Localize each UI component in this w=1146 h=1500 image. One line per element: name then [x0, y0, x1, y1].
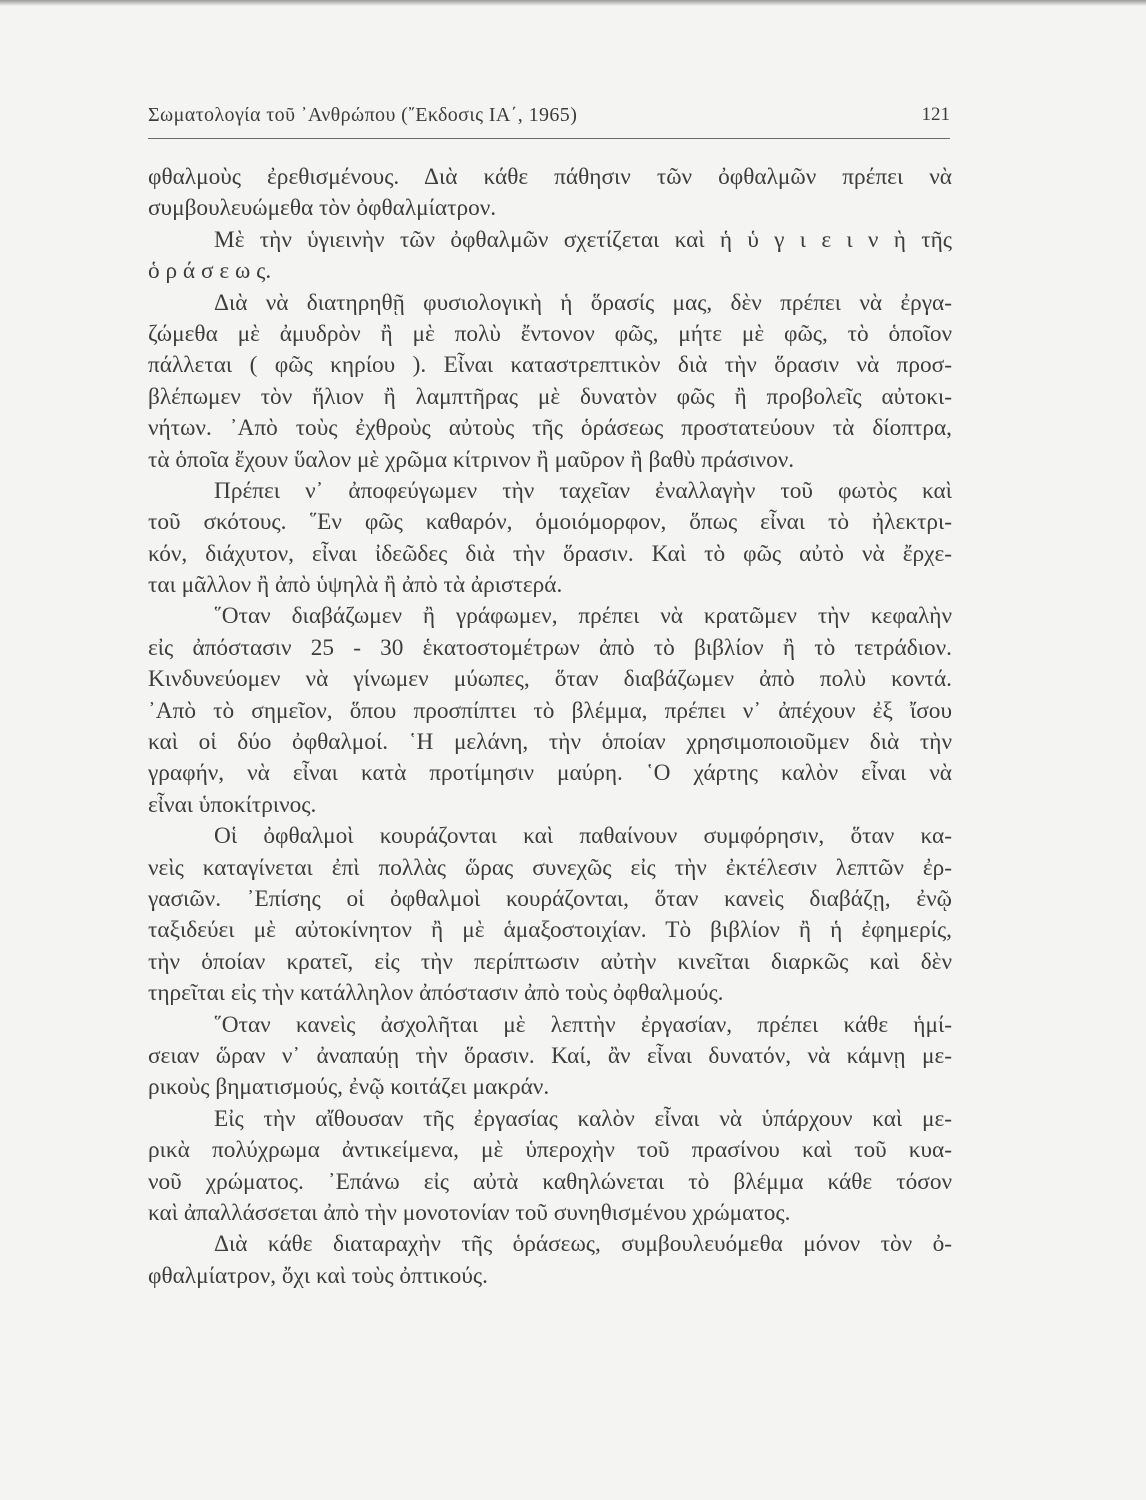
- text-line: ται μᾶλλον ἢ ἀπὸ ὑψηλὰ ἢ ἀπὸ τὰ ἀριστερά.: [148, 572, 563, 599]
- text-line: συμβουλευώμεθα τὸν ὀφθαλμίατρον.: [148, 195, 497, 222]
- text-line: πάλλεται ( φῶς κηρίου ). Εἶναι καταστρεπτικὸν διὰ τὴν ὅρασιν νὰ προσ-: [148, 352, 952, 379]
- text-line: τηρεῖται εἰς τὴν κατάλληλον ἀπόστασιν ἀπὸ τοὺς ὀφθαλμούς.: [148, 980, 724, 1007]
- text-line: Κινδυνεύομεν νὰ γίνωμεν μύωπες, ὅταν διαβάζωμεν ἀπὸ πολὺ κοντά.: [148, 666, 952, 693]
- running-title: Σωματολογία τοῦ ᾿Ανθρώπου (῎Εκδοσις ΙΑ΄, 1965): [148, 104, 578, 126]
- text-line: Εἰς τὴν αἴθουσαν τῆς ἐργασίας καλὸν εἶναι νὰ ὑπάρχουν καὶ με-: [214, 1105, 952, 1132]
- text-line: νοῦ χρώματος. ᾿Επάνω εἰς αὐτὰ καθηλώνεται τὸ βλέμμα κάθε τόσον: [148, 1168, 952, 1195]
- text-line: Διὰ νὰ διατηρηθῇ φυσιολογικὴ ἡ ὅρασίς μας, δὲν πρέπει νὰ ἐργα-: [214, 289, 952, 316]
- text-line: νήτων. ᾿Απὸ τοὺς ἐχθροὺς αὐτοὺς τῆς ὁράσεως προστατεύουν τὰ δίοπτρα,: [148, 415, 952, 442]
- text-line: εἶναι ὑποκίτρινος.: [148, 791, 317, 818]
- text-line: φθαλμοὺς ἐρεθισμένους. Διὰ κάθε πάθησιν τῶν ὀφθαλμῶν πρέπει νὰ: [148, 164, 952, 190]
- text-line: γραφήν, νὰ εἶναι κατὰ προτίμησιν μαύρη. ῾Ο χάρτης καλὸν εἶναι νὰ: [148, 760, 952, 787]
- text-line: ὁ ρ ά σ ε ω ς.: [148, 258, 272, 285]
- text-line: Διὰ κάθε διαταραχὴν τῆς ὁράσεως, συμβουλευόμεθα μόνον τὸν ὀ-: [214, 1231, 952, 1258]
- text-line: Οἱ ὀφθαλμοὶ κουράζονται καὶ παθαίνουν συμφόρησιν, ὅταν κα-: [214, 823, 952, 850]
- text-line: καὶ ἀπαλλάσσεται ἀπὸ τὴν μονοτονίαν τοῦ συνηθισμένου χρώματος.: [148, 1199, 791, 1226]
- running-header: [148, 102, 950, 139]
- text-line: ῞Οταν κανεὶς ἀσχολῆται μὲ λεπτὴν ἐργασίαν, πρέπει κάθε ἡμί-: [214, 1011, 952, 1038]
- text-line: ταξιδεύει μὲ αὐτοκίνητον ἢ μὲ ἁμαξοστοιχίαν. Τὸ βιβλίον ἢ ἡ ἐφημερίς,: [148, 917, 952, 944]
- text-line: σειαν ὥραν ν᾿ ἀναπαύῃ τὴν ὅρασιν. Καί, ἂν εἶναι δυνατόν, νὰ κάμνῃ με-: [148, 1042, 952, 1069]
- text-line: ζώμεθα μὲ ἀμυδρὸν ἢ μὲ πολὺ ἔντονον φῶς, μήτε μὲ φῶς, τὸ ὁποῖον: [148, 320, 952, 347]
- text-line: καὶ οἱ δύο ὀφθαλμοί. ῾Η μελάνη, τὴν ὁποίαν χρησιμοποιοῦμεν διὰ τὴν: [148, 729, 952, 756]
- text-line: γασιῶν. ᾿Επίσης οἱ ὀφθαλμοὶ κουράζονται, ὅταν κανεὶς διαβάζῃ, ἐνῷ: [148, 885, 952, 912]
- text-line: ρικοὺς βηματισμούς, ἐνῷ κοιτάζει μακράν.: [148, 1074, 550, 1101]
- text-line: βλέπωμεν τὸν ἥλιον ἢ λαμπτῆρας μὲ δυνατὸν φῶς ἢ προβολεῖς αὐτοκι-: [148, 383, 952, 410]
- text-line: ῞Οταν διαβάζωμεν ἢ γράφωμεν, πρέπει νὰ κρατῶμεν τὴν κεφαλὴν: [214, 603, 952, 630]
- text-line: κόν, διάχυτον, εἶναι ἰδεῶδες διὰ τὴν ὅρασιν. Καὶ τὸ φῶς αὐτὸ νὰ ἔρχε-: [148, 540, 952, 567]
- body-text: [148, 162, 952, 1292]
- text-line: Πρέπει ν᾿ ἀποφεύγωμεν τὴν ταχεῖαν ἐναλλαγὴν τοῦ φωτὸς καὶ: [214, 477, 952, 504]
- text-line: φθαλμίατρον, ὄχι καὶ τοὺς ὀπτικούς.: [148, 1262, 488, 1289]
- text-line: τὰ ὁποῖα ἔχουν ὕαλον μὲ χρῶμα κίτρινον ἢ μαῦρον ἢ βαθὺ πράσινον.: [148, 446, 795, 473]
- page-number: 121: [921, 104, 950, 125]
- text-line: εἰς ἀπόστασιν 25 - 30 ἑκατοστομέτρων ἀπὸ τὸ βιβλίον ἢ τὸ τετράδιον.: [148, 634, 952, 661]
- text-line: ρικὰ πολύχρωμα ἀντικείμενα, μὲ ὑπεροχὴν τοῦ πρασίνου καὶ τοῦ κυα-: [148, 1137, 952, 1164]
- text-line: τοῦ σκότους. ῞Εν φῶς καθαρόν, ὁμοιόμορφον, ὅπως εἶναι τὸ ἠλεκτρι-: [148, 509, 952, 536]
- text-line: τὴν ὁποίαν κρατεῖ, εἰς τὴν περίπτωσιν αὐτὴν κινεῖται διαρκῶς καὶ δὲν: [148, 948, 952, 975]
- text-line: Μὲ τὴν ὑγιεινὴν τῶν ὀφθαλμῶν σχετίζεται καὶ ἡ ὑ γ ι ε ι ν ὴ τῆς: [214, 226, 952, 253]
- text-line: ᾿Απὸ τὸ σημεῖον, ὅπου προσπίπτει τὸ βλέμμα, πρέπει ν᾿ ἀπέχουν ἐξ ἴσου: [148, 697, 952, 724]
- text-line: νεὶς καταγίνεται ἐπὶ πολλὰς ὥρας συνεχῶς εἰς τὴν ἐκτέλεσιν λεπτῶν ἐρ-: [148, 854, 952, 881]
